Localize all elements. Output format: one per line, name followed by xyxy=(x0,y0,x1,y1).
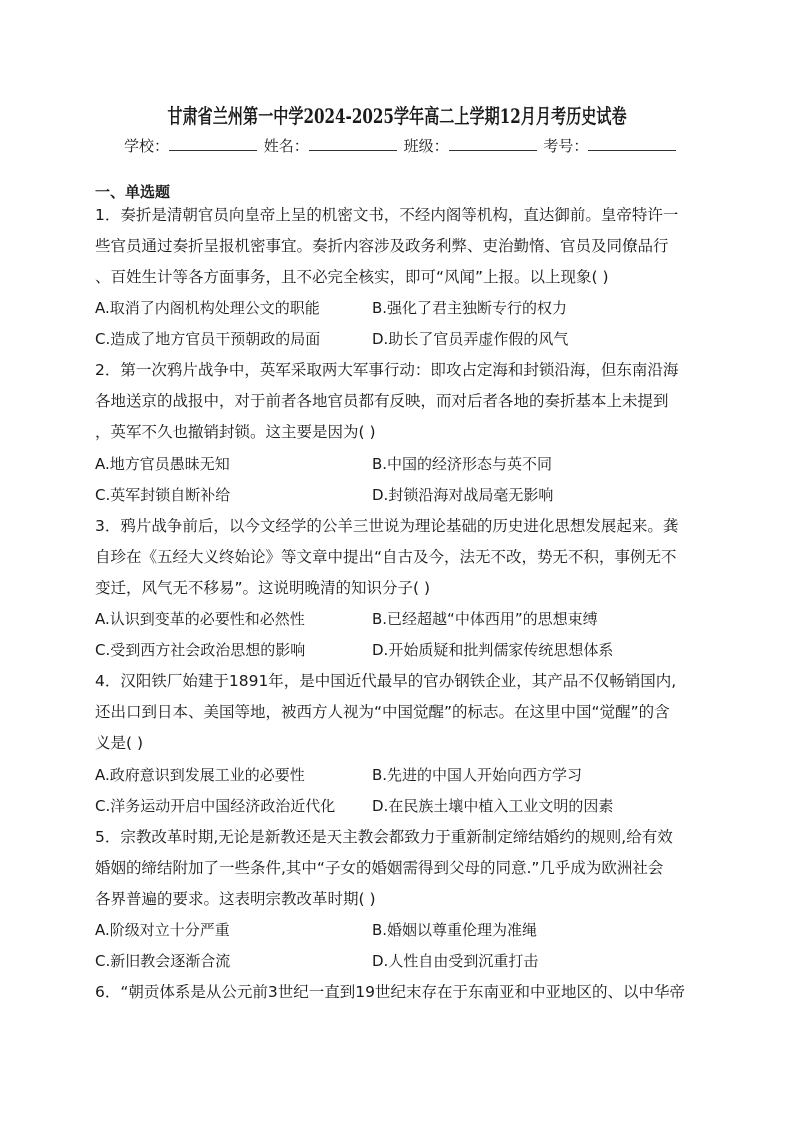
question-2-line-1: 2．第一次鸦片战争中，英军采取两大军事行动：即攻占定海和封锁沿海，但东南沿海 xyxy=(95,361,679,379)
question-5-line-1: 5．宗教改革时期,无论是新教还是天主教会都致力于重新制定缔结婚约的规则,给有效 xyxy=(95,828,673,846)
school-blank[interactable] xyxy=(169,136,257,151)
question-1-option-d[interactable]: D.助长了官员弄虚作假的风气 xyxy=(372,330,569,348)
school-label: 学校： xyxy=(124,137,170,155)
question-2-option-b[interactable]: B.中国的经济形态与英不同 xyxy=(372,455,553,473)
question-2-option-d[interactable]: D.封锁沿海对战局毫无影响 xyxy=(372,486,554,504)
question-1-option-c[interactable]: C.造成了地方官员干预朝政的局面 xyxy=(95,330,321,348)
question-4-option-c[interactable]: C.洋务运动开启中国经济政治近代化 xyxy=(95,797,336,815)
exam-number-label: 考号： xyxy=(543,137,589,155)
question-3-option-c[interactable]: C.受到西方社会政治思想的影响 xyxy=(95,641,306,659)
student-info-row xyxy=(124,135,678,156)
question-5-option-c[interactable]: C.新旧教会逐渐合流 xyxy=(95,952,231,970)
question-1-option-b[interactable]: B.强化了君主独断专行的权力 xyxy=(372,299,568,317)
question-5-option-d[interactable]: D.人性自由受到沉重打击 xyxy=(372,952,539,970)
question-3-line-1: 3．鸦片战争前后，以今文经学的公羊三世说为理论基础的历史进化思想发展起来。龚 xyxy=(95,517,679,535)
class-blank[interactable] xyxy=(449,136,537,151)
question-2-option-c[interactable]: C.英军封锁自断补给 xyxy=(95,486,231,504)
question-1-line-3: 、百姓生计等各方面事务，且不必完全核实，即可“风闻”上报。以上现象( ) xyxy=(95,268,609,286)
question-2-line-3: ，英军不久也撤销封锁。这主要是因为( ) xyxy=(95,423,376,441)
class-label: 班级： xyxy=(403,137,449,155)
question-4-line-3: 义是( ) xyxy=(95,734,144,752)
page-title: 甘肃省兰州第一中学2024-2025学年高二上学期12月月考历史试卷 xyxy=(167,104,627,128)
question-1-option-a[interactable]: A.取消了内阁机构处理公文的职能 xyxy=(95,299,320,317)
question-5-option-a[interactable]: A.阶级对立十分严重 xyxy=(95,921,230,939)
name-label: 姓名： xyxy=(263,137,309,155)
question-3-option-a[interactable]: A.认识到变革的必要性和必然性 xyxy=(95,610,305,628)
question-3-option-b[interactable]: B.已经超越“中体西用”的思想束缚 xyxy=(372,610,598,628)
question-4-option-b[interactable]: B.先进的中国人开始向西方学习 xyxy=(372,766,583,784)
question-2-line-2: 各地送京的战报中，对于前者各地官员都有反映，而对后者各地的奏折基本上未提到 xyxy=(95,392,669,410)
section-heading: 一、单选题 xyxy=(95,183,171,201)
exam-number-blank[interactable] xyxy=(588,136,676,151)
question-1-line-2: 些官员通过奏折呈报机密事宜。奏折内容涉及政务利弊、吏治勤惰、官员及同僚品行 xyxy=(95,237,669,255)
question-5-line-2: 婚姻的缔结附加了一些条件,其中“子女的婚姻需得到父母的同意.”几乎成为欧洲社会 xyxy=(95,859,664,877)
question-4-option-d[interactable]: D.在民族土壤中植入工业文明的因素 xyxy=(372,797,614,815)
question-3-option-d[interactable]: D.开始质疑和批判儒家传统思想体系 xyxy=(372,641,614,659)
question-3-line-3: 变迁，风气无不移易”。这说明晚清的知识分子( ) xyxy=(95,579,431,597)
question-3-line-2: 自珍在《五经大义终始论》等文章中提出“自古及今，法无不改，势无不积，事例无不 xyxy=(95,548,677,566)
question-2-option-a[interactable]: A.地方官员愚昧无知 xyxy=(95,455,230,473)
question-1-line-1: 1．奏折是清朝官员向皇帝上呈的机密文书，不经内阁等机构，直达御前。皇帝特许一 xyxy=(95,206,679,224)
question-4-line-1: 4．汉阳铁厂始建于1891年，是中国近代最早的官办钢铁企业，其产品不仅畅销国内, xyxy=(95,672,677,690)
name-blank[interactable] xyxy=(309,136,397,151)
question-5-line-3: 各界普遍的要求。这表明宗教改革时期( ) xyxy=(95,890,376,908)
question-4-option-a[interactable]: A.政府意识到发展工业的必要性 xyxy=(95,766,305,784)
question-6-line-1: 6．“朝贡体系是从公元前3世纪一直到19世纪末存在于东南亚和中亚地区的、以中华帝 xyxy=(95,983,685,1001)
question-5-option-b[interactable]: B.婚姻以尊重伦理为准绳 xyxy=(372,921,538,939)
question-4-line-2: 还出口到日本、美国等地，被西方人视为“中国觉醒”的标志。在这里中国“觉醒”的含 xyxy=(95,703,670,721)
